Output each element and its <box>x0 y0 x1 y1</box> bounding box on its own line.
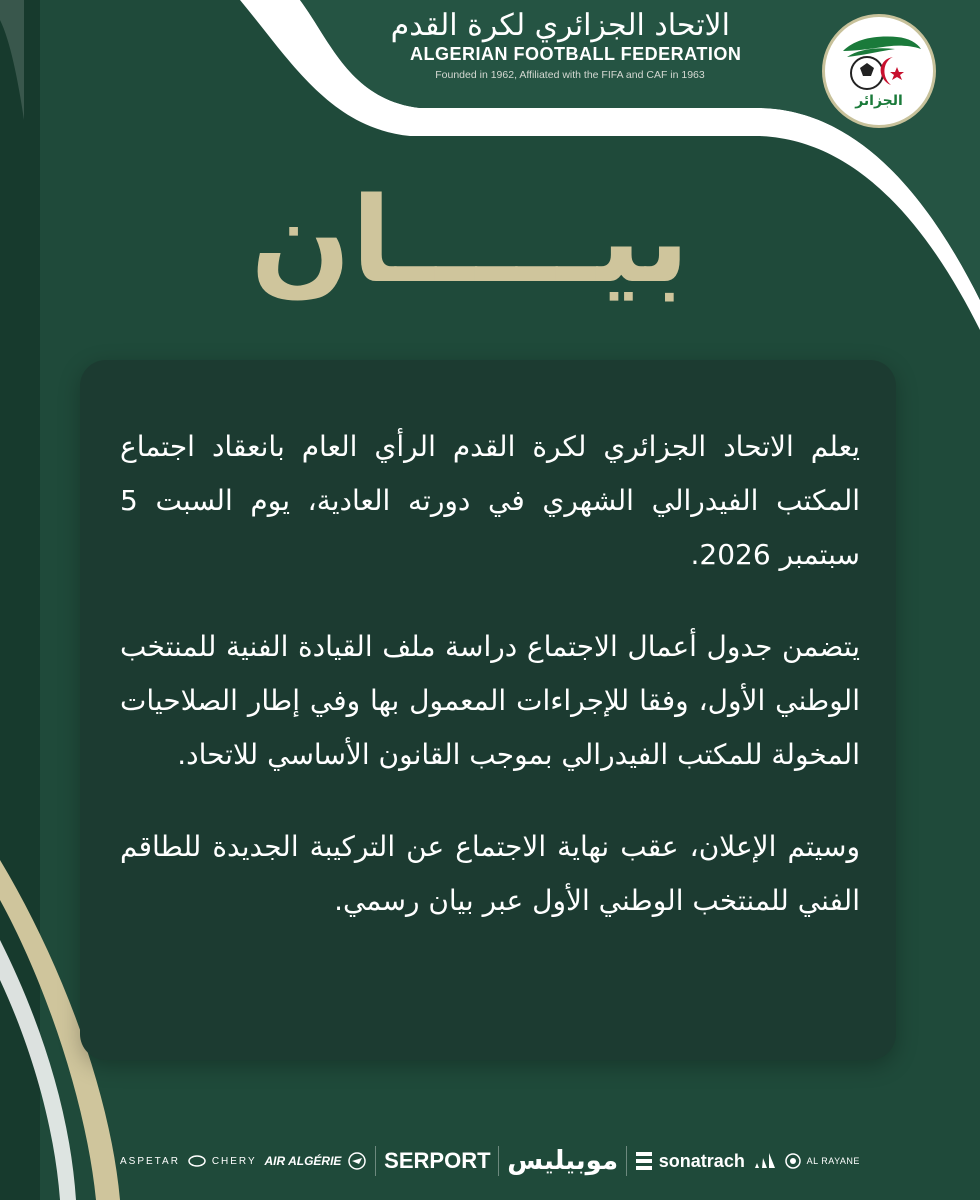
sponsor-mobilis-label: موبيليس <box>507 1146 619 1176</box>
sponsor-air-algerie <box>265 1151 368 1171</box>
sponsor-adidas <box>753 1152 777 1170</box>
logo-label: الجزائر <box>855 93 903 109</box>
sponsor-serport <box>384 1148 490 1174</box>
statement-paragraph-3: وسيتم الإعلان، عقب نهاية الاجتماع عن التركيبة الجديدة للطاقم الفني للمنتخب الوطني الأول عبر بيان رسمي. <box>120 830 860 917</box>
sponsor-mobilis <box>507 1146 618 1176</box>
sponsor-chery-label: CHERY <box>211 1155 257 1167</box>
federation-name-english: ALGERIAN FOOTBALL FEDERATION <box>410 44 742 64</box>
sponsor-aspetar <box>120 1156 180 1167</box>
statement-title: بيـــــان <box>250 171 690 309</box>
sponsor-serport-label: SERPORT <box>384 1148 491 1173</box>
sponsor-sonatrach <box>635 1150 745 1172</box>
header <box>0 0 980 160</box>
chery-logo-icon <box>188 1155 206 1167</box>
sponsor-chery <box>188 1155 257 1167</box>
sponsor-air-algerie-label: AIR ALGÉRIE <box>264 1154 342 1168</box>
federation-name-arabic: الاتحاد الجزائري لكرة القدم <box>390 8 730 43</box>
sponsor-sonatrach-label: sonatrach <box>658 1150 745 1171</box>
adidas-icon <box>753 1152 777 1170</box>
statement-panel <box>80 360 896 1060</box>
sponsor-aspetar-label: ASPETAR <box>120 1155 180 1167</box>
sponsor-divider <box>498 1146 499 1176</box>
statement-body <box>120 420 860 928</box>
sponsor-divider <box>375 1146 376 1176</box>
al-rayane-logo-icon <box>785 1153 801 1169</box>
statement-paragraph-1: يعلم الاتحاد الجزائري لكرة القدم الرأي العام بانعقاد اجتماع المكتب الفيدرالي الشهري في دورته العادية، يوم السبت 5 سبتمبر 2026. <box>120 430 860 571</box>
sponsor-divider <box>626 1146 627 1176</box>
sponsor-al-rayane <box>785 1153 860 1169</box>
sponsors-bar <box>120 1132 860 1190</box>
air-algerie-logo-icon <box>347 1151 367 1171</box>
federation-logo <box>822 14 936 128</box>
federation-subtitle: Founded in 1962, Affiliated with the FIFA and CAF in 1963 <box>435 69 705 81</box>
statement-paragraph-2: يتضمن جدول أعمال الاجتماع دراسة ملف القيادة الفنية للمنتخب الوطني الأول، وفقا للإجراءات المعمول بها وفي إطار الصلاحيات المخولة للمكتب الفيدرالي بموجب القانون الأساسي للاتحاد. <box>120 630 860 771</box>
sonatrach-logo-icon <box>635 1150 653 1172</box>
sponsor-al-rayane-label: AL RAYANE <box>806 1156 860 1166</box>
